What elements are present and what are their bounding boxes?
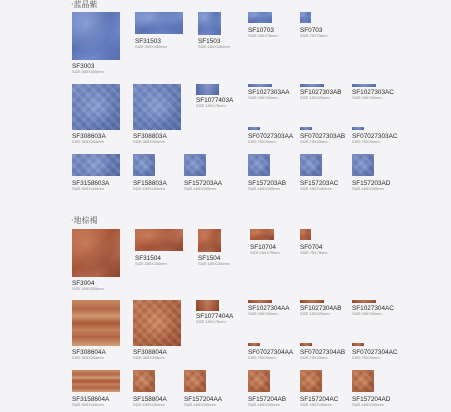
tile-size: SIZE:150X150mm (133, 402, 165, 407)
tile-code: SF1027303AC (352, 89, 394, 96)
tile-code: SF1503 (198, 38, 221, 45)
tile-swatch (133, 84, 181, 130)
tile-code: SF1027303AB (300, 89, 342, 96)
tile-code: SF3158603A (72, 180, 110, 187)
tile-size: SIZE:75X25mm (300, 139, 328, 144)
tile-size: SIZE:305X150mm (72, 186, 104, 191)
tile-code: SF308803A (133, 133, 167, 140)
tile-swatch (72, 154, 120, 176)
tile-code: SF0704 (300, 244, 323, 251)
tile-swatch (72, 300, 120, 346)
tile-size: SIZE:150X25mm (300, 95, 330, 100)
tile-size: SIZE:75X25mm (248, 355, 276, 360)
tile-code: SF158804A (133, 396, 167, 403)
tile-size: SIZE:150X75mm (248, 33, 278, 38)
tile-swatch (72, 370, 120, 392)
tile-code: SF3003 (72, 63, 95, 70)
tile-code: SF157204AA (184, 396, 223, 403)
tile-size: SIZE:150X75mm (196, 319, 226, 324)
tile-code: SF07027304AB (300, 349, 346, 356)
tile-swatch (352, 84, 376, 87)
tile-code: SF157203AA (184, 180, 223, 187)
tile-swatch (248, 370, 270, 392)
tile-size: SIZE:305X150mm (72, 402, 104, 407)
tile-swatch (300, 154, 322, 176)
tile-size: SIZE:305X305mm (72, 139, 104, 144)
tile-code: SF31504 (135, 255, 161, 262)
tile-swatch (300, 300, 324, 303)
tile-size: SIZE:150X150mm (300, 402, 332, 407)
tile-swatch (352, 370, 374, 392)
tile-swatch (135, 229, 183, 251)
tile-size: SIZE:75X25mm (352, 355, 380, 360)
tile-size: SIZE:150X25mm (352, 95, 382, 100)
tile-size: SIZE:75X25mm (248, 139, 276, 144)
tile-size: SIZE:75X25mm (300, 355, 328, 360)
tile-swatch (300, 84, 324, 87)
tile-code: SF1027304AC (352, 305, 394, 312)
tile-swatch (248, 12, 272, 23)
tile-code: SF07027303AC (352, 133, 398, 140)
tile-code: SF1504 (198, 255, 221, 262)
tile-code: SF10704 (250, 244, 276, 251)
tile-swatch (184, 154, 206, 176)
tile-size: SIZE:305X150mm (135, 261, 167, 266)
tile-size: SIZE:150X75mm (250, 250, 280, 255)
tile-size: SIZE:150X150mm (184, 402, 216, 407)
tile-swatch (248, 300, 272, 303)
tile-size: SIZE:305X305mm (72, 355, 104, 360)
tile-size: SIZE:150X150mm (184, 186, 216, 191)
tile-code: SF07027304AA (248, 349, 294, 356)
tile-code: SF157203AB (248, 180, 287, 187)
tile-swatch (198, 229, 221, 252)
tile-swatch (133, 300, 181, 346)
tile-size: SIZE:305X305mm (133, 355, 165, 360)
tile-code: SF1027303AA (248, 89, 290, 96)
tile-swatch (196, 84, 219, 95)
tile-swatch (198, 12, 221, 35)
tile-code: SF308804A (133, 349, 167, 356)
tile-code: SF3004 (72, 280, 95, 287)
tile-size: SIZE:150X75mm (196, 103, 226, 108)
tile-code: SF0703 (300, 27, 323, 34)
section-title: ·地棕褐 (71, 216, 98, 225)
tile-size: SIZE:150X150mm (248, 402, 280, 407)
tile-code: SF157203AC (300, 180, 339, 187)
tile-swatch (72, 229, 120, 277)
tile-size: SIZE:150X150mm (300, 186, 332, 191)
tile-swatch (300, 12, 311, 23)
tile-code: SF07027303AB (300, 133, 346, 140)
tile-size: SIZE:150X150mm (248, 186, 280, 191)
tile-swatch (248, 343, 260, 346)
tile-code: SF31503 (135, 38, 161, 45)
tile-code: SF157204AC (300, 396, 339, 403)
tile-swatch (196, 300, 219, 311)
tile-code: SF3158604A (72, 396, 110, 403)
tile-size: SIZE:305X305mm (133, 139, 165, 144)
tile-swatch (133, 370, 155, 392)
tile-code: SF157204AD (352, 396, 391, 403)
tile-swatch (352, 127, 364, 130)
tile-size: SIZE:305X305mm (72, 69, 104, 74)
tile-code: SF308603A (72, 133, 106, 140)
tile-swatch (300, 343, 312, 346)
tile-size: SIZE:150X25mm (248, 95, 278, 100)
tile-swatch (300, 127, 312, 130)
tile-size: SIZE:150X150mm (198, 44, 230, 49)
tile-code: SF157203AD (352, 180, 391, 187)
tile-code: SF07027303AA (248, 133, 294, 140)
tile-code: SF308604A (72, 349, 106, 356)
tile-swatch (184, 370, 206, 392)
tile-size: SIZE:150X150mm (198, 261, 230, 266)
tile-code: SF1077403A (196, 97, 234, 104)
tile-swatch (300, 229, 311, 240)
tile-size: SIZE:150X150mm (133, 186, 165, 191)
tile-code: SF07027304AC (352, 349, 398, 356)
tile-size: SIZE:150X25mm (352, 311, 382, 316)
tile-swatch (72, 12, 120, 60)
tile-swatch (133, 154, 155, 176)
tile-swatch (250, 229, 274, 240)
tile-size: SIZE:150X150mm (352, 186, 384, 191)
tile-code: SF157204AB (248, 396, 287, 403)
section-brown (0, 206, 451, 412)
tile-code: SF1027304AA (248, 305, 290, 312)
tile-swatch (352, 300, 376, 303)
tile-size: SIZE:150X25mm (300, 311, 330, 316)
tile-size: SIZE:305X305mm (72, 286, 104, 291)
tile-swatch (352, 154, 374, 176)
tile-swatch (352, 343, 364, 346)
tile-code: SF158803A (133, 180, 167, 187)
tile-code: SF1077404A (196, 313, 234, 320)
tile-size: SIZE:75X75mm (300, 33, 328, 38)
section-title: ·蓝晶紫 (71, 0, 98, 9)
tile-size: SIZE:75X25mm (352, 139, 380, 144)
tile-swatch (135, 12, 183, 34)
tile-swatch (248, 127, 260, 130)
tile-size: SIZE:150X25mm (248, 311, 278, 316)
tile-size: SIZE:75X75mm (300, 250, 328, 255)
tile-code: SF1027304AB (300, 305, 342, 312)
tile-swatch (72, 84, 120, 130)
tile-swatch (300, 370, 322, 392)
tile-size: SIZE:305X150mm (135, 44, 167, 49)
tile-code: SF10703 (248, 27, 274, 34)
tile-swatch (248, 84, 272, 87)
tile-size: SIZE:150X150mm (352, 402, 384, 407)
tile-swatch (248, 154, 270, 176)
